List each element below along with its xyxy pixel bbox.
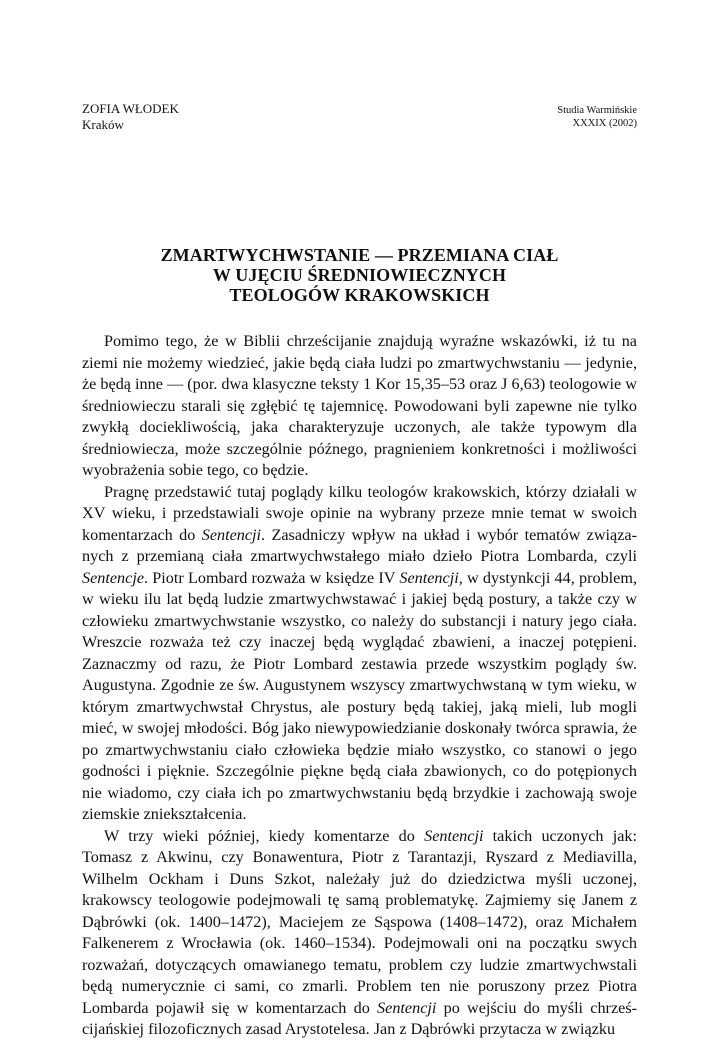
p2-italic-sentencji-2: Sentencji — [399, 568, 459, 587]
p2-text-g: , w dystynkcji 44, problem, w wieku ilu lat będą ludzie zmartwychwstawać i jakiej będą postury, a także czy w człowieku zmartwychwstanie wszystko, co należy do substancji i natury jego ciała. Wreszcie rozważa też czy inaczej będą wyglądać zbawieni, a inaczej potępieni. Zaznaczmy od razu, że Piotr Lombard zestawia przede wszystkim poglądy św. Augustyna. Zgodnie ze św. Augustynem wszyscy zmartwychwstaną w tym wieku, w którym zmartwychwstał Chrystus, ale postury będą takiej, jaką mieli, lub mogli mieć, w swojej młodości. Bóg jako niewypowiedzianie doskonały twórca sprawia, że po zmartwychwstaniu ciało człowieka będzie miało wszystko, co stanowi o jego godności i pięknie. Szczególnie piękne będą ciała zbawionych, co do potępionych nie wiadomo, czy ciała ich po zmartwychwstaniu będą brzydkie i zachowają swoje ziemskie zniekształcenia. — [82, 568, 637, 823]
article-title — [82, 245, 637, 305]
author-header — [82, 101, 179, 133]
title-line-2: W UJĘCIU ŚREDNIOWIECZNYCH — [212, 265, 507, 285]
p2-text-c: . Zasadniczy wpływ na układ i wybór tematów związanych z przemianą ciała zmartwychwstałego miało dzieło Piotra Lombarda, czyli — [82, 525, 637, 565]
p3-italic-sentencji-2: Sentencji — [377, 998, 437, 1017]
author-city: Kraków — [82, 117, 124, 132]
p3-italic-sentencji: Sentencji — [424, 826, 484, 845]
p3-text-a: W trzy wieki później, kiedy komentarze do — [104, 826, 425, 845]
author-name: ZOFIA WŁODEK — [82, 101, 179, 116]
journal-volume: XXXIX (2002) — [572, 118, 637, 129]
title-line-1: ZMARTWYCHWSTANIE — PRZEMIANA CIAŁ — [160, 245, 559, 265]
paragraph-3 — [82, 826, 637, 1041]
p2-text-a: Pragnę przedstawić tutaj poglądy kilku teologów krakowskich, którzy działali w XV wieku, i przedstawiali swoje opinie na wybrany przeze mnie temat w swoich komentarzach do — [82, 482, 637, 544]
paragraph-1: Pomimo tego, że w Biblii chrześcijanie znajdują wyraźne wskazówki, iż tu na ziemi nie możemy wiedzieć, jakie będą ciała ludzi po zmartwychwstaniu — jedynie, że będą inne — (por. dwa klasyczne teksty 1 Kor 15,35–53 oraz J 6,63) teologowie w średniowieczu starali się zgłębić tę tajemnicę. Powodowani byli zapewne nie tylko zwykłą dociekliwością, jaka charakteryzuje uczonych, ale także typowym dla średniowiecza, może szczególnie późnego, pragnieniem konkretności i możliwości wyobrażenia sobie tego, co będzie. — [82, 332, 637, 479]
p2-text-e: . Piotr Lombard rozważa w księdze IV — [144, 568, 400, 587]
paragraph-2 — [82, 482, 637, 826]
article-body — [82, 331, 637, 1041]
p2-italic-sentencji: Sentencji — [201, 525, 262, 544]
p3-text-e: po wejściu do myśli chrześcijańskiej filozoficznych zasad Arystotelesa. Jan z Dąbrówki przytacza w związku — [82, 998, 638, 1038]
journal-name: Studia Warmińskie — [557, 105, 637, 116]
p2-italic-sentencje: Sentencje — [82, 568, 145, 587]
journal-header — [557, 104, 637, 130]
title-line-3: TEOLOGÓW KRAKOWSKICH — [229, 285, 490, 305]
p3-text-c: takich uczonych jak: Tomasz z Akwinu, czy Bonawentura, Piotr z Tarantazji, Ryszard z Mediavilla, Wilhelm Ockham i Duns Szkot, należały już do dziedzictwa myśli uczonej, krakowscy teologowie podejmowali tę samą problematykę. Zajmiemy się Janem z Dąbrówki (ok. 1400–1472), Maciejem ze Sąspowa (1408–1472), oraz Michałem Falkenerem z Wrocławia (ok. 1460–1534). Podejmowali oni na początku swych rozważań, dotyczących omawianego tematu, problem czy ludzie zmartwychwstali będą numerycznie ci sami, co zmarli. Problem ten nie poruszony przez Piotra Lombarda pojawił się w komentarzach do — [82, 826, 637, 1017]
